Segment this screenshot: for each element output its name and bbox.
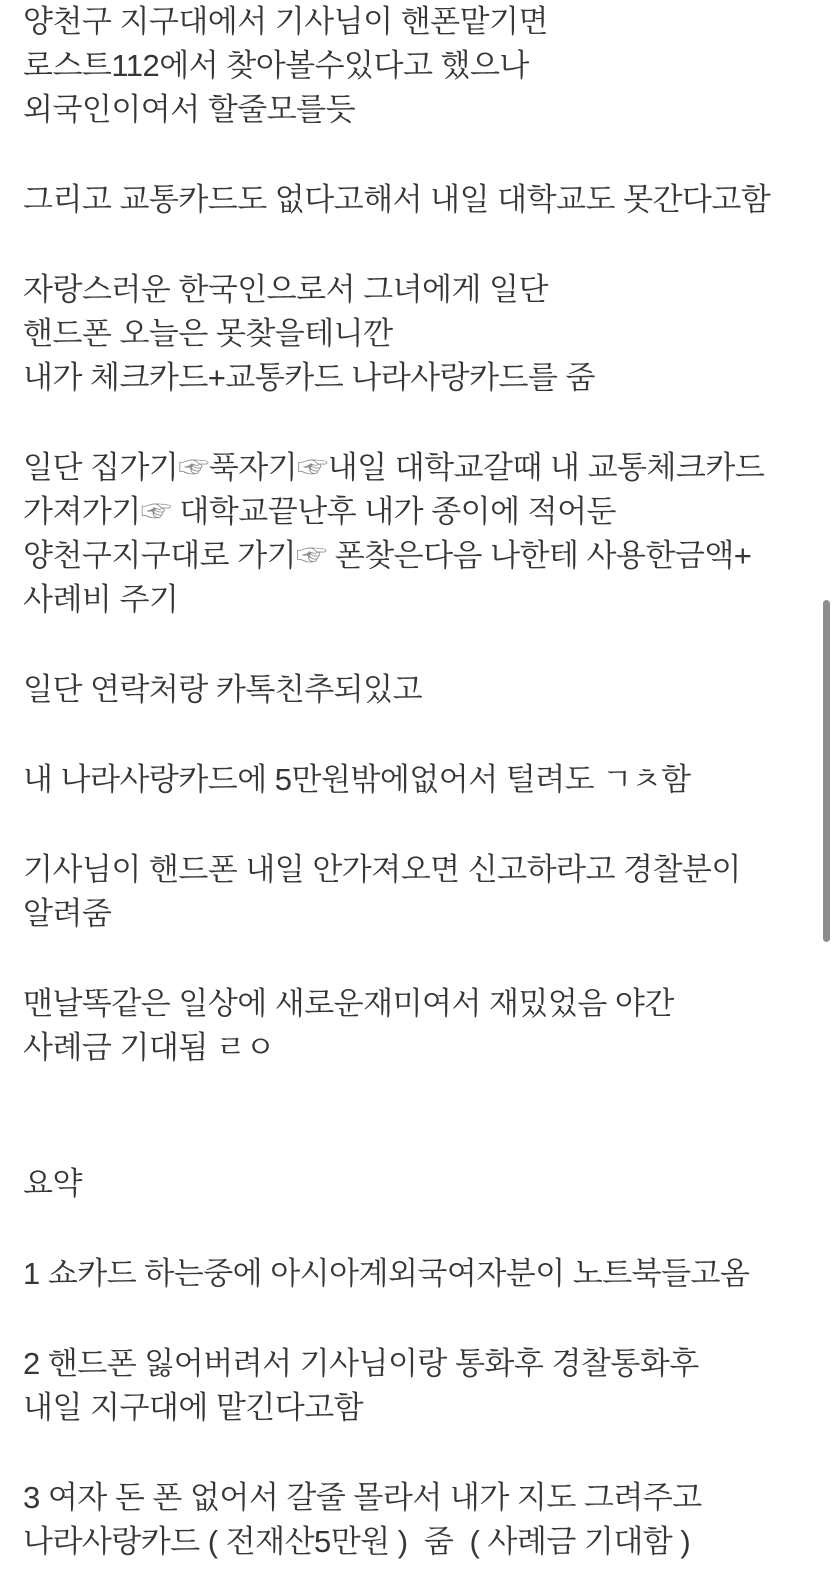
- text-line: 외국인이여서 할줄모를듯: [23, 92, 356, 127]
- paragraph: [23, 268, 799, 400]
- pointing-hand-icon: ☞: [140, 494, 172, 529]
- paragraph: [23, 446, 799, 622]
- paragraph: [23, 982, 799, 1070]
- paragraph: [23, 758, 799, 802]
- pointing-hand-icon: ☞: [178, 450, 209, 485]
- pointing-hand-icon: ☞: [296, 538, 327, 573]
- text-line: 3 여자 돈 폰 없어서 갈줄 몰라서 내가 지도 그려주고: [23, 1480, 702, 1515]
- scrollbar-thumb[interactable]: [823, 600, 830, 942]
- text-line: 자랑스러운 한국인으로서 그녀에게 일단: [23, 272, 548, 307]
- text-line: 일단 연락처랑 카톡친추되있고: [23, 672, 423, 707]
- paragraph: [23, 1476, 799, 1564]
- text-line: 요약: [23, 1166, 82, 1201]
- paragraph: [23, 848, 799, 936]
- paragraph: [23, 0, 799, 132]
- paragraph: [23, 1162, 799, 1206]
- text-line: 기사님이 핸드폰 내일 안가져오면 신고하라고 경찰분이: [23, 852, 741, 887]
- text-line: 사례금 기대됨 ㄹㅇ: [23, 1030, 275, 1065]
- paragraph: [23, 668, 799, 712]
- text-line: 1 쇼카드 하는중에 아시아계외국여자분이 노트북들고옴: [23, 1256, 750, 1291]
- text-line: 2 핸드폰 잃어버려서 기사님이랑 통화후 경찰통화후: [23, 1346, 699, 1381]
- text-line: 로스트112에서 찾아볼수있다고 했으나: [23, 48, 529, 83]
- pointing-hand-icon: ☞: [297, 450, 328, 485]
- text-line: 알려줌: [23, 896, 112, 931]
- paragraph: [23, 1342, 799, 1430]
- text-line: 가져가기☞ 대학교끝난후 내가 종이에 적어둔: [23, 494, 616, 529]
- text-line: 맨날똑같은 일상에 새로운재미여서 재밌었음 야간: [23, 986, 674, 1021]
- text-line: 내가 체크카드+교통카드 나라사랑카드를 줌: [23, 360, 595, 395]
- text-line: 나라사랑카드 ( 전재산5만원 ) 줌 ( 사례금 기대함 ): [23, 1524, 691, 1559]
- text-line: 핸드폰 오늘은 못찾을테니깐: [23, 316, 393, 351]
- text-line: 그리고 교통카드도 없다고해서 내일 대학교도 못간다고함: [23, 182, 771, 217]
- text-line: 내일 지구대에 맡긴다고함: [23, 1390, 364, 1425]
- text-line: 사례비 주기: [23, 582, 179, 617]
- text-line: 양천구지구대로 가기☞ 폰찾은다음 나한테 사용한금액+: [23, 538, 752, 573]
- paragraph: [23, 1252, 799, 1296]
- text-line: 양천구 지구대에서 기사님이 핸폰맡기면: [23, 4, 548, 39]
- paragraph: [23, 178, 799, 222]
- text-line: 내 나라사랑카드에 5만원밖에없어서 털려도 ㄱㅊ함: [23, 762, 691, 797]
- text-line: 일단 집가기☞푹자기☞내일 대학교갈때 내 교통체크카드: [23, 450, 765, 485]
